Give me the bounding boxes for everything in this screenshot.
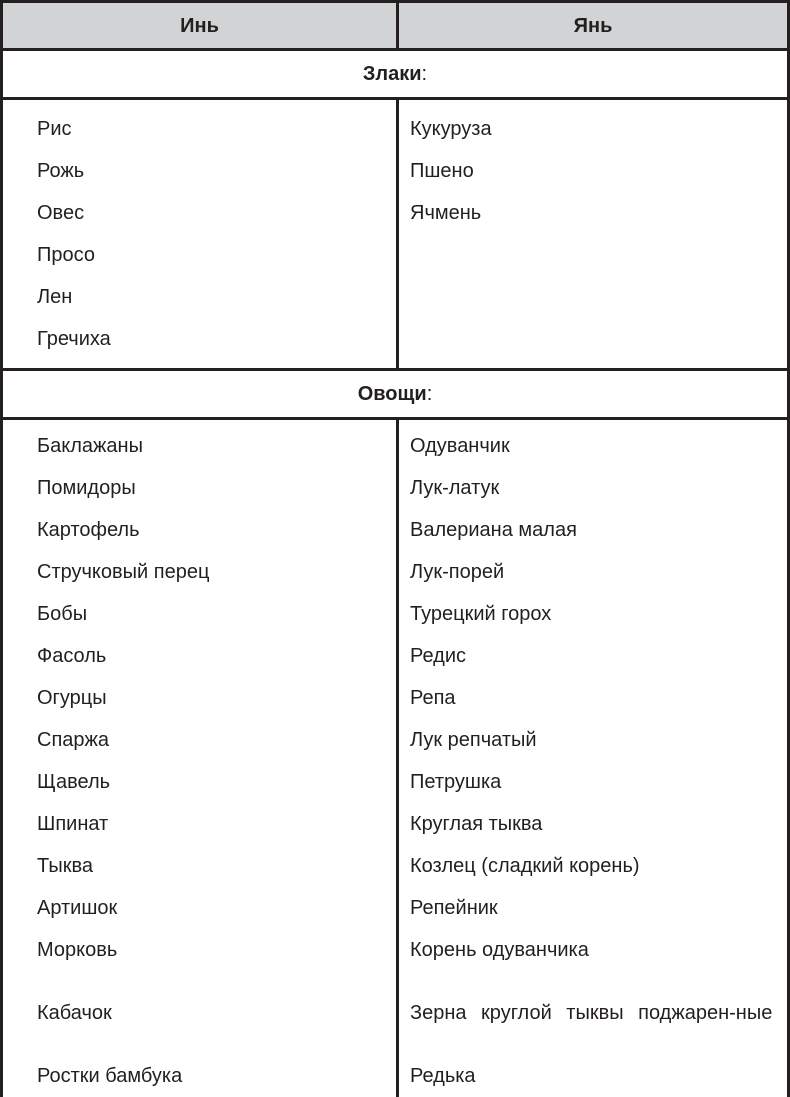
list-item: Пшено <box>410 160 474 182</box>
list-item: Огурцы <box>37 687 107 709</box>
list-item: Просо <box>37 244 95 266</box>
list-item: Одуванчик <box>410 435 510 457</box>
list-item: Турецкий горох <box>410 603 552 625</box>
list-item: Гречиха <box>37 328 111 350</box>
vegetables-yin-list <box>3 420 396 1097</box>
list-item-label: Кабачок <box>37 1002 112 1024</box>
list-item: Круглая тыква <box>410 813 543 835</box>
list-item: Тыква <box>37 855 93 877</box>
list-item: Козлец (сладкий корень) <box>410 855 640 877</box>
list-item: Щавель <box>37 771 111 793</box>
column-header-yang <box>396 3 787 48</box>
section-header-vegetables <box>3 371 787 420</box>
list-item: Помидоры <box>37 477 136 499</box>
column-header-yang-label: Янь <box>573 14 613 37</box>
list-item: Рис <box>37 118 72 140</box>
list-item: Лук репчатый <box>410 729 537 751</box>
list-item: Морковь <box>37 939 118 961</box>
list-item: Бобы <box>37 603 88 625</box>
table-header-row <box>3 3 787 51</box>
list-item: Лук-латук <box>410 477 500 499</box>
column-header-yin-label: Инь <box>180 14 219 37</box>
section-header-grains-cell <box>3 51 787 97</box>
list-item: Редька <box>410 1065 476 1087</box>
list-item: Репейник <box>410 897 498 919</box>
section-header-vegetables-colon: : <box>426 383 433 405</box>
list-item: Картофель <box>37 519 140 541</box>
list-item: Кукуруза <box>410 118 492 140</box>
section-body-grains <box>3 100 787 371</box>
section-header-vegetables-cell <box>3 371 787 417</box>
section-body-vegetables <box>3 420 787 1097</box>
column-header-yin <box>3 3 396 48</box>
list-item-line-1: Зерна круглой тыквы поджарен- <box>410 1002 736 1024</box>
section-header-grains <box>3 51 787 100</box>
list-item: Валериана малая <box>410 519 577 541</box>
list-item: Рожь <box>37 160 85 182</box>
list-item: Овес <box>37 202 85 224</box>
list-item: Лен <box>37 286 73 308</box>
list-item-line-2: ные <box>735 1002 773 1024</box>
list-item: Артишок <box>37 897 118 919</box>
list-item: Фасоль <box>37 645 107 667</box>
section-header-grains-label: Злаки <box>362 63 422 85</box>
list-item: Спаржа <box>37 729 110 751</box>
vegetables-yang-list <box>396 420 787 1097</box>
section-header-grains-colon: : <box>421 63 428 85</box>
list-item: Лук-порей <box>410 561 505 583</box>
list-item: Стручковый перец <box>37 561 210 583</box>
list-item: Репа <box>410 687 456 709</box>
list-item-label <box>410 996 787 1030</box>
list-item: Ростки бамбука <box>37 1065 183 1087</box>
list-item <box>410 971 787 1055</box>
grains-yin-list <box>3 100 396 368</box>
list-item: Шпинат <box>37 813 109 835</box>
section-header-vegetables-label: Овощи <box>357 383 427 405</box>
list-item: Корень одуванчика <box>410 939 589 961</box>
list-item: Редис <box>410 645 466 667</box>
list-item: Ячмень <box>410 202 482 224</box>
list-item <box>37 971 396 1055</box>
grains-yang-list <box>396 100 787 368</box>
list-item: Баклажаны <box>37 435 143 457</box>
list-item: Петрушка <box>410 771 502 793</box>
